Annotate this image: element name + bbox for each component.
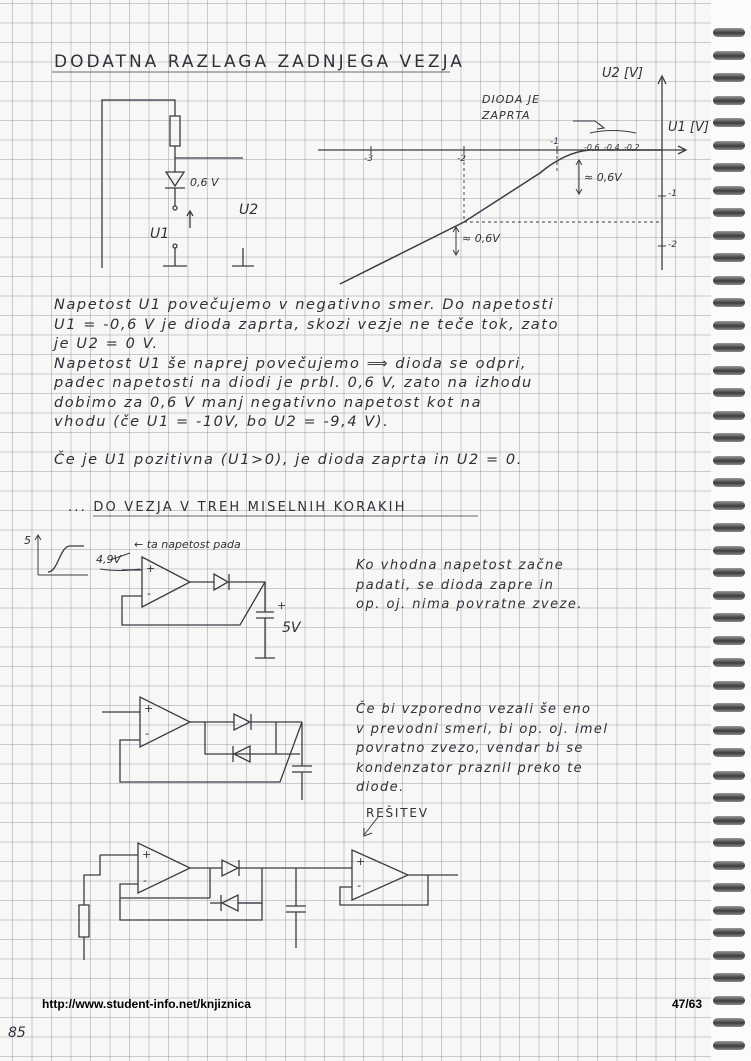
minus-sign: -	[143, 874, 147, 887]
text-line: Napetost U1 še naprej povečujemo ⟹ dioda se odpri,	[54, 355, 528, 372]
diode-drop-label: 0,6 V	[190, 176, 219, 189]
annotation-diode-closed: DIODA JE ZAPRTA	[482, 93, 541, 122]
text-line: vhodu (če U1 = -10V, bo U2 = -9,4 V).	[54, 414, 390, 430]
tick-minus-2: -2	[457, 154, 466, 164]
text-line: kondenzator praznil preko te	[356, 760, 584, 776]
circuit-diode-clamp	[102, 100, 254, 268]
cap-plus-sign: +	[277, 599, 287, 612]
cap-voltage-label: 5V	[282, 620, 301, 636]
circuit-solution	[79, 817, 458, 960]
u2-label: U2	[239, 202, 259, 218]
diode-symbol	[234, 714, 250, 730]
note-voltage-drops: ← ta napetost pada	[134, 538, 241, 551]
text-line: Ko vhodna napetost začne	[356, 558, 565, 573]
resistor-symbol	[79, 905, 89, 937]
input-voltage-label: 4,9V	[96, 553, 122, 566]
tick-minus-0-2: -0,2	[624, 143, 640, 152]
plus-sign: +	[356, 855, 366, 868]
text-line: je U2 = 0 V.	[54, 336, 159, 352]
text-line: padati, se dioda zapre in	[356, 577, 555, 593]
page-number: 47/63	[672, 997, 703, 1011]
text-line: U1 = -0,6 V je dioda zaprta, skozi vezje ne teče tok, zato	[54, 316, 560, 333]
tick-minus-1: -1	[550, 137, 559, 147]
gap-label-upper: ≈ 0,6V	[584, 171, 622, 184]
tick-minus-3: -3	[364, 154, 373, 164]
explanation-step-1	[356, 556, 583, 615]
tick-minus-0-6: -0,6	[584, 143, 600, 152]
page-title: DODATNA RAZLAGA ZADNJEGA VEZJA	[54, 52, 465, 72]
diode-symbol	[214, 574, 228, 590]
minus-sign: -	[357, 879, 361, 892]
plus-sign: +	[144, 702, 154, 715]
u1-label: U1	[150, 226, 170, 242]
tick-minus-0-4: -0,4	[604, 143, 620, 152]
text-line: v prevodni smeri, bi op. oj. imel	[356, 721, 609, 737]
minus-sign: -	[145, 727, 149, 740]
explanation-step-2	[356, 700, 608, 798]
resistor-symbol	[170, 116, 180, 146]
diode-symbol	[222, 860, 238, 876]
diode-symbol	[166, 172, 184, 186]
diode-symbol	[222, 895, 238, 911]
solution-label: REŠITEV	[366, 806, 429, 820]
section-title: ... DO VEZJA V TREH MISELNIH KORAKIH	[68, 500, 407, 515]
text-line: dobimo za 0,6 V manj negativno napetost kot na	[54, 394, 483, 411]
plus-sign: +	[146, 562, 156, 575]
plus-sign: +	[142, 848, 152, 861]
margin-page-number: 85	[8, 1025, 26, 1041]
tick-y-minus-2: -2	[668, 240, 677, 250]
circuit-step-1	[35, 535, 275, 658]
explanation-paragraph	[54, 296, 559, 433]
text-line: diode.	[356, 780, 405, 795]
text-line: Napetost U1 povečujemo v negativno smer. Do napetosti	[54, 297, 555, 313]
tick-y-minus-1: -1	[668, 189, 677, 199]
pulse-amplitude-label: 5	[24, 534, 31, 547]
text-line: povratno zvezo, vendar bi se	[356, 741, 584, 756]
y-axis-label: U2 [V]	[602, 66, 643, 81]
positive-input-note: Če je U1 pozitivna (U1>0), je dioda zaprta in U2 = 0.	[54, 452, 523, 468]
circuit-step-2	[102, 697, 312, 800]
gap-label-lower: ≈ 0,6V	[462, 232, 500, 245]
text-line: Če bi vzporedno vezali še eno	[356, 702, 592, 717]
x-axis-label: U1 [V]	[668, 120, 709, 135]
minus-sign: -	[147, 587, 151, 600]
text-line: padec napetosti na diodi je prbl. 0,6 V, zato na izhodu	[54, 375, 533, 391]
source-url: http://www.student-info.net/knjiznica	[42, 997, 251, 1011]
text-line: op. oj. nima povratne zveze.	[356, 597, 584, 612]
